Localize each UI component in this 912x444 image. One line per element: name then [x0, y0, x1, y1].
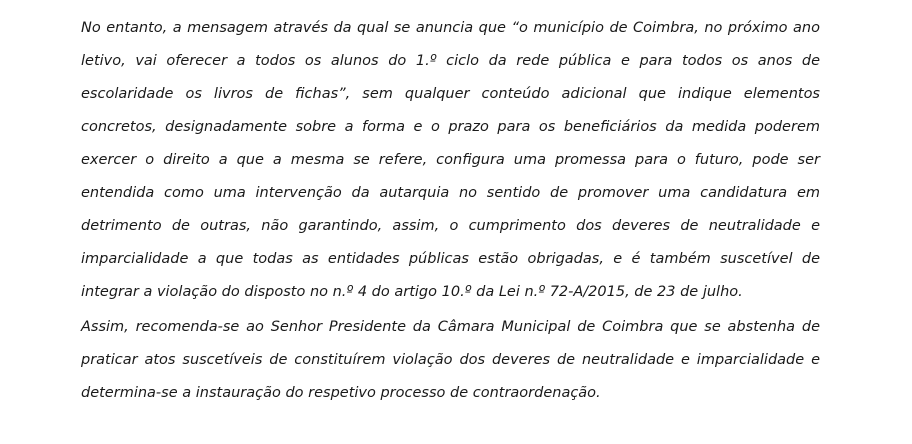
- text-line: imparcialidade a que todas as entidades públicas estão obrigadas, e é também suscetível de: [81, 251, 820, 267]
- text-line: escolaridade os livros de fichas”, sem qualquer conteúdo adicional que indique elementos: [81, 86, 820, 102]
- paragraph: [81, 12, 820, 309]
- text-line: integrar a violação do disposto no n.º 4 do artigo 10.º da Lei n.º 72-A/2015, de 23 de julho.: [81, 284, 743, 300]
- document-body: [81, 12, 820, 410]
- text-line: concretos, designadamente sobre a forma e o prazo para os beneficiários da medida poderem: [81, 119, 820, 135]
- text-line: Assim, recomenda-se ao Senhor Presidente da Câmara Municipal de Coimbra que se abstenha de: [81, 319, 820, 335]
- text-line: determina-se a instauração do respetivo processo de contraordenação.: [81, 385, 601, 401]
- text-line: exercer o direito a que a mesma se refere, configura uma promessa para o futuro, pode ser: [81, 152, 820, 168]
- paragraph: [81, 311, 820, 410]
- text-line: entendida como uma intervenção da autarquia no sentido de promover uma candidatura em: [81, 185, 820, 201]
- text-line: No entanto, a mensagem através da qual se anuncia que “o município de Coimbra, no próximo ano: [81, 20, 820, 36]
- text-line: praticar atos suscetíveis de constituírem violação dos deveres de neutralidade e imparcialidade e: [81, 352, 820, 368]
- text-line: detrimento de outras, não garantindo, assim, o cumprimento dos deveres de neutralidade e: [81, 218, 820, 234]
- text-line: letivo, vai oferecer a todos os alunos do 1.º ciclo da rede pública e para todos os anos de: [81, 53, 820, 69]
